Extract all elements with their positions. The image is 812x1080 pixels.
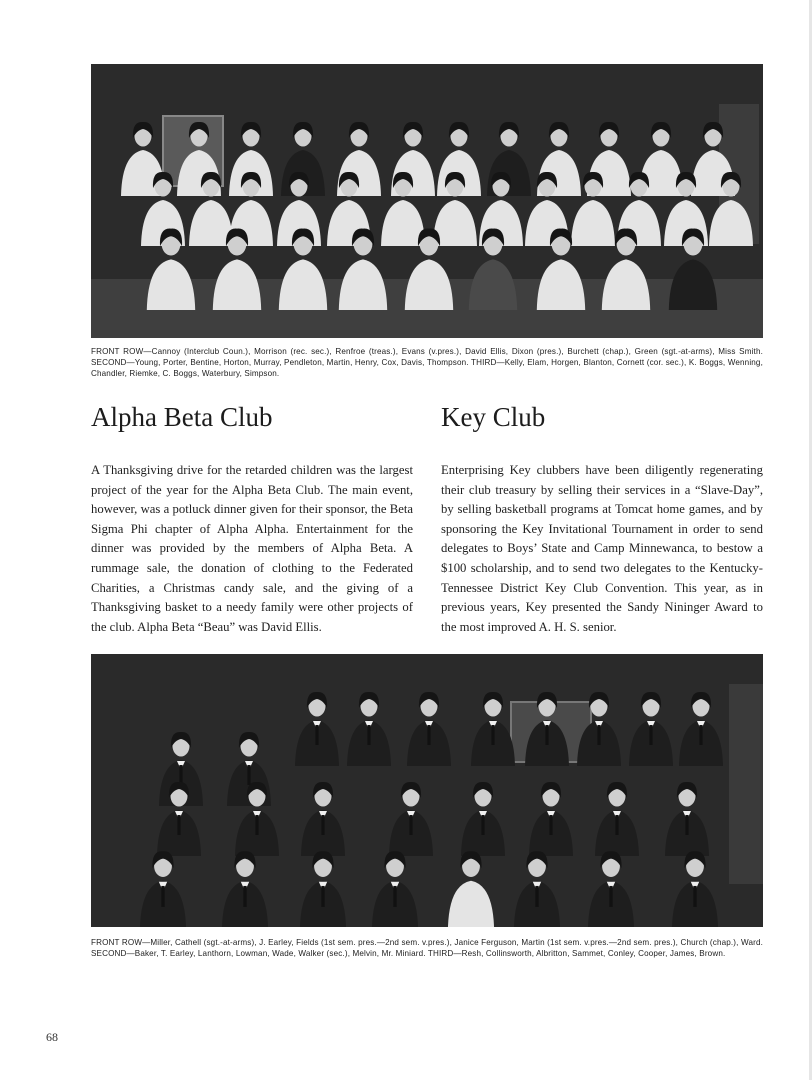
necktie [535,886,538,907]
necktie [409,815,412,835]
necktie [597,725,600,745]
necktie [321,886,324,907]
page-number: 68 [46,1030,58,1044]
necktie [255,815,258,835]
necktie [161,886,164,907]
necktie [699,725,702,745]
necktie [481,815,484,835]
alpha-beta-group-photo [91,64,763,338]
necktie [545,725,548,745]
necktie [685,815,688,835]
necktie [367,725,370,745]
key-club-description: Enterprising Key clubbers have been diligently regenerating their club treasury by selling their services in a “Slave-Day”, by selling basketball programs at Tomcat home games, and by sponsoring the Key Invitational Tournament in order to send delegates to Boys’ State and Camp Minnewanca, to bestow a $100 scholarship, and to send two delegates to the Kentucky-Tennessee District Key Club Convention. This year, as in previous years, Key presented the Sandy Nininger Award to the most improved A. H. S. senior. [441,463,763,634]
necktie [427,725,430,745]
necktie [247,765,250,785]
necktie [321,815,324,835]
alpha-beta-club-title: Alpha Beta Club [91,402,273,432]
necktie [393,886,396,907]
necktie [649,725,652,745]
key-club-photo-drawing [91,654,763,927]
alpha-beta-photo-caption: FRONT ROW—Cannoy (Interclub Coun.), Morrison (rec. sec.), Renfroe (treas.), Evans (v.pres.), David Ellis, Dixon (pres.), Burchett (chap.), Green (sgt.-at-arms), Miss Smith. SECOND—Young, Porter, Bentine, Horton, Murray, Pendleton, Martin, Henry, Cox, Davis, Thompson. THIRD—Kelly, Elam, Horgen, Blanton, Cornett (cor. sec.), K. Boggs, Wenning, Chandler, Riemke, C. Boggs, Waterbury, Simpson. [91,347,763,379]
key-club-title: Key Club [441,402,546,432]
necktie [615,815,618,835]
necktie [693,886,696,907]
necktie [177,815,180,835]
necktie [243,886,246,907]
alpha-beta-club-description: A Thanksgiving drive for the retarded children was the largest project of the year for the Alpha Beta Club. The main event, however, was a potluck dinner given for their sponsor, the Beta Sigma Phi chapter of Alpha Alpha. Entertainment for the dinner was provided by the members of Alpha Beta. A rummage sale, the donation of clothing to the Federated Charities, a Christmas candy sale, and the giving of a Thanksgiving basket to a needy family were other projects of the club. Alpha Beta “Beau” was David Ellis. [91,463,413,634]
key-club-photo-caption: FRONT ROW—Miller, Cathell (sgt.-at-arms), J. Earley, Fields (1st sem. pres.—2nd sem. v.pres.), Janice Ferguson, Martin (1st sem. v.pres.—2nd sem. pres.), Church (chap.), Ward. SECOND—Baker, T. Earley, Lanthorn, Lowman, Wade, Walker (sec.), Melvin, Mr. Miniard. THIRD—Resh, Collinsworth, Albritton, Sammet, Conley, Cooper, James, Brown. [91,938,763,959]
necktie [491,725,494,745]
alpha-beta-photo-drawing [91,64,763,338]
necktie [315,725,318,745]
key-club-group-photo [91,654,763,927]
brick-wall [729,684,763,884]
necktie [549,815,552,835]
necktie [609,886,612,907]
